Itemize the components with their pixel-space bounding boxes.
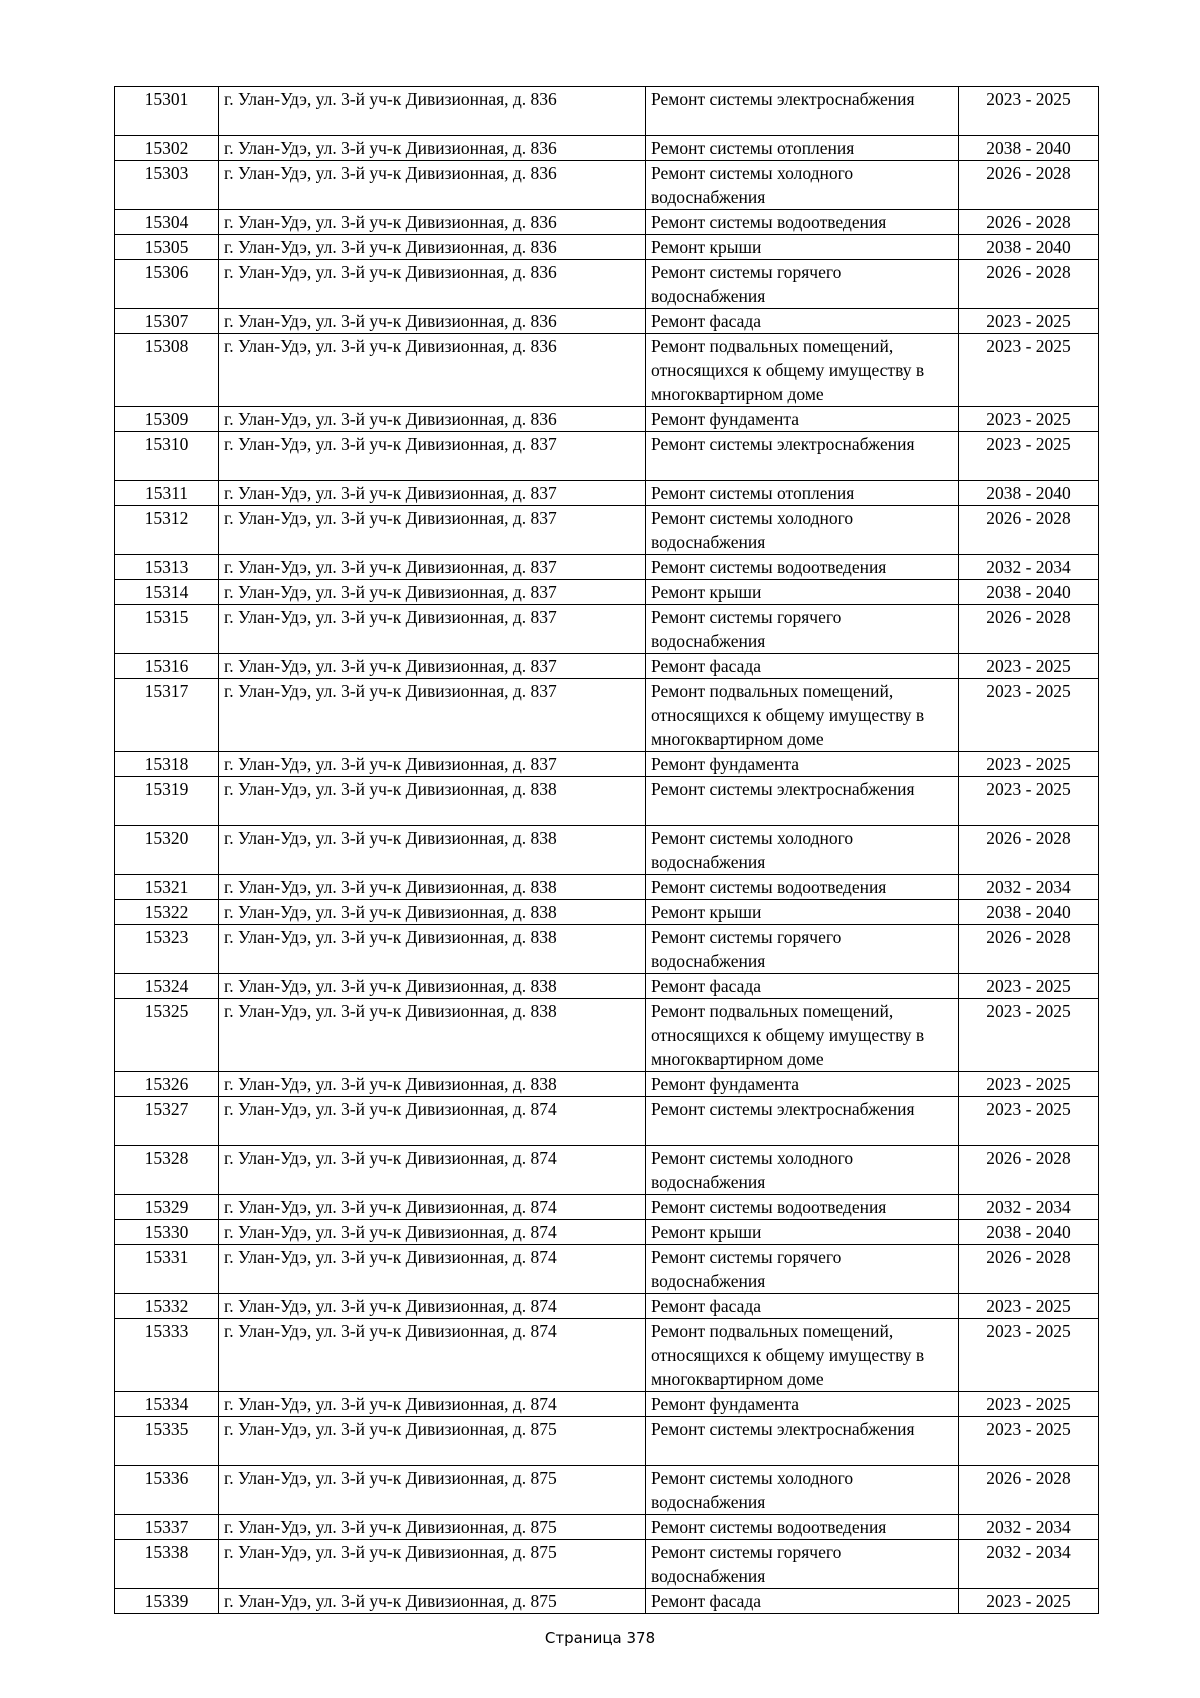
work-type-cell: Ремонт системы водоотведения xyxy=(646,210,959,235)
row-number-cell: 15312 xyxy=(115,506,219,555)
table-row xyxy=(115,1220,1099,1245)
address-cell: г. Улан-Удэ, ул. 3-й уч-к Дивизионная, д. 838 xyxy=(219,875,646,900)
period-cell: 2038 - 2040 xyxy=(959,1220,1099,1245)
row-number-cell: 15334 xyxy=(115,1392,219,1417)
table-row xyxy=(115,580,1099,605)
row-number-cell: 15330 xyxy=(115,1220,219,1245)
table-row xyxy=(115,235,1099,260)
period-cell: 2032 - 2034 xyxy=(959,875,1099,900)
row-number-cell: 15311 xyxy=(115,481,219,506)
work-type-cell: Ремонт системы электроснабжения xyxy=(646,1097,959,1146)
row-number-cell: 15304 xyxy=(115,210,219,235)
period-cell: 2026 - 2028 xyxy=(959,1245,1099,1294)
table-row xyxy=(115,875,1099,900)
table-row xyxy=(115,1392,1099,1417)
period-cell: 2023 - 2025 xyxy=(959,432,1099,481)
address-cell: г. Улан-Удэ, ул. 3-й уч-к Дивизионная, д. 838 xyxy=(219,925,646,974)
address-cell: г. Улан-Удэ, ул. 3-й уч-к Дивизионная, д. 874 xyxy=(219,1220,646,1245)
address-cell: г. Улан-Удэ, ул. 3-й уч-к Дивизионная, д. 836 xyxy=(219,87,646,136)
address-cell: г. Улан-Удэ, ул. 3-й уч-к Дивизионная, д. 837 xyxy=(219,580,646,605)
period-cell: 2038 - 2040 xyxy=(959,136,1099,161)
row-number-cell: 15326 xyxy=(115,1072,219,1097)
table-row xyxy=(115,1245,1099,1294)
page-number: Страница 378 xyxy=(544,1629,656,1647)
address-cell: г. Улан-Удэ, ул. 3-й уч-к Дивизионная, д. 875 xyxy=(219,1589,646,1614)
table-row xyxy=(115,1294,1099,1319)
work-type-cell: Ремонт системы холодного водоснабжения xyxy=(646,826,959,875)
row-number-cell: 15327 xyxy=(115,1097,219,1146)
address-cell: г. Улан-Удэ, ул. 3-й уч-к Дивизионная, д. 836 xyxy=(219,260,646,309)
row-number-cell: 15322 xyxy=(115,900,219,925)
row-number-cell: 15333 xyxy=(115,1319,219,1392)
address-cell: г. Улан-Удэ, ул. 3-й уч-к Дивизионная, д. 837 xyxy=(219,654,646,679)
work-type-cell: Ремонт фундамента xyxy=(646,1392,959,1417)
row-number-cell: 15319 xyxy=(115,777,219,826)
period-cell: 2026 - 2028 xyxy=(959,210,1099,235)
address-cell: г. Улан-Удэ, ул. 3-й уч-к Дивизионная, д. 874 xyxy=(219,1245,646,1294)
row-number-cell: 15331 xyxy=(115,1245,219,1294)
work-type-cell: Ремонт фасада xyxy=(646,974,959,999)
table-row xyxy=(115,605,1099,654)
table-row xyxy=(115,309,1099,334)
table-row xyxy=(115,136,1099,161)
work-type-cell: Ремонт системы водоотведения xyxy=(646,555,959,580)
table-row xyxy=(115,432,1099,481)
period-cell: 2026 - 2028 xyxy=(959,826,1099,875)
work-type-cell: Ремонт фасада xyxy=(646,1294,959,1319)
table-row xyxy=(115,260,1099,309)
row-number-cell: 15306 xyxy=(115,260,219,309)
table-row xyxy=(115,161,1099,210)
period-cell: 2023 - 2025 xyxy=(959,752,1099,777)
period-cell: 2026 - 2028 xyxy=(959,161,1099,210)
address-cell: г. Улан-Удэ, ул. 3-й уч-к Дивизионная, д. 874 xyxy=(219,1319,646,1392)
table-row xyxy=(115,334,1099,407)
table-row xyxy=(115,1515,1099,1540)
row-number-cell: 15339 xyxy=(115,1589,219,1614)
address-cell: г. Улан-Удэ, ул. 3-й уч-к Дивизионная, д. 874 xyxy=(219,1392,646,1417)
table-row xyxy=(115,654,1099,679)
work-type-cell: Ремонт системы отопления xyxy=(646,136,959,161)
work-type-cell: Ремонт крыши xyxy=(646,1220,959,1245)
row-number-cell: 15308 xyxy=(115,334,219,407)
table-row xyxy=(115,777,1099,826)
address-cell: г. Улан-Удэ, ул. 3-й уч-к Дивизионная, д. 836 xyxy=(219,334,646,407)
address-cell: г. Улан-Удэ, ул. 3-й уч-к Дивизионная, д. 838 xyxy=(219,777,646,826)
period-cell: 2023 - 2025 xyxy=(959,334,1099,407)
period-cell: 2023 - 2025 xyxy=(959,974,1099,999)
period-cell: 2038 - 2040 xyxy=(959,580,1099,605)
work-type-cell: Ремонт системы холодного водоснабжения xyxy=(646,1146,959,1195)
row-number-cell: 15337 xyxy=(115,1515,219,1540)
period-cell: 2026 - 2028 xyxy=(959,605,1099,654)
row-number-cell: 15332 xyxy=(115,1294,219,1319)
period-cell: 2023 - 2025 xyxy=(959,1392,1099,1417)
row-number-cell: 15318 xyxy=(115,752,219,777)
address-cell: г. Улан-Удэ, ул. 3-й уч-к Дивизионная, д. 837 xyxy=(219,679,646,752)
work-type-cell: Ремонт крыши xyxy=(646,235,959,260)
works-table xyxy=(114,86,1099,1614)
period-cell: 2026 - 2028 xyxy=(959,1146,1099,1195)
work-type-cell: Ремонт фасада xyxy=(646,1589,959,1614)
table-row xyxy=(115,506,1099,555)
table-row xyxy=(115,974,1099,999)
work-type-cell: Ремонт системы электроснабжения xyxy=(646,87,959,136)
address-cell: г. Улан-Удэ, ул. 3-й уч-к Дивизионная, д. 836 xyxy=(219,309,646,334)
row-number-cell: 15321 xyxy=(115,875,219,900)
address-cell: г. Улан-Удэ, ул. 3-й уч-к Дивизионная, д. 838 xyxy=(219,999,646,1072)
work-type-cell: Ремонт фундамента xyxy=(646,407,959,432)
table-body xyxy=(115,87,1099,1614)
period-cell: 2023 - 2025 xyxy=(959,1417,1099,1466)
table-row xyxy=(115,1146,1099,1195)
table-row xyxy=(115,1072,1099,1097)
address-cell: г. Улан-Удэ, ул. 3-й уч-к Дивизионная, д. 874 xyxy=(219,1146,646,1195)
work-type-cell: Ремонт фасада xyxy=(646,309,959,334)
address-cell: г. Улан-Удэ, ул. 3-й уч-к Дивизионная, д. 837 xyxy=(219,605,646,654)
table-row xyxy=(115,679,1099,752)
period-cell: 2038 - 2040 xyxy=(959,900,1099,925)
period-cell: 2023 - 2025 xyxy=(959,654,1099,679)
row-number-cell: 15316 xyxy=(115,654,219,679)
table-row xyxy=(115,1540,1099,1589)
period-cell: 2023 - 2025 xyxy=(959,999,1099,1072)
address-cell: г. Улан-Удэ, ул. 3-й уч-к Дивизионная, д. 836 xyxy=(219,235,646,260)
address-cell: г. Улан-Удэ, ул. 3-й уч-к Дивизионная, д. 874 xyxy=(219,1195,646,1220)
work-type-cell: Ремонт подвальных помещений, относящихся к общему имуществу в многоквартирном доме xyxy=(646,334,959,407)
address-cell: г. Улан-Удэ, ул. 3-й уч-к Дивизионная, д. 838 xyxy=(219,974,646,999)
period-cell: 2023 - 2025 xyxy=(959,679,1099,752)
address-cell: г. Улан-Удэ, ул. 3-й уч-к Дивизионная, д. 837 xyxy=(219,432,646,481)
table-row xyxy=(115,1589,1099,1614)
address-cell: г. Улан-Удэ, ул. 3-й уч-к Дивизионная, д. 875 xyxy=(219,1417,646,1466)
table-row xyxy=(115,87,1099,136)
address-cell: г. Улан-Удэ, ул. 3-й уч-к Дивизионная, д. 836 xyxy=(219,407,646,432)
row-number-cell: 15305 xyxy=(115,235,219,260)
address-cell: г. Улан-Удэ, ул. 3-й уч-к Дивизионная, д. 837 xyxy=(219,506,646,555)
table-row xyxy=(115,1466,1099,1515)
table-row xyxy=(115,555,1099,580)
work-type-cell: Ремонт фасада xyxy=(646,654,959,679)
work-type-cell: Ремонт системы электроснабжения xyxy=(646,432,959,481)
row-number-cell: 15336 xyxy=(115,1466,219,1515)
table-row xyxy=(115,1097,1099,1146)
row-number-cell: 15320 xyxy=(115,826,219,875)
work-type-cell: Ремонт фундамента xyxy=(646,1072,959,1097)
row-number-cell: 15325 xyxy=(115,999,219,1072)
work-type-cell: Ремонт системы электроснабжения xyxy=(646,777,959,826)
table-row xyxy=(115,1195,1099,1220)
work-type-cell: Ремонт системы водоотведения xyxy=(646,1195,959,1220)
address-cell: г. Улан-Удэ, ул. 3-й уч-к Дивизионная, д. 836 xyxy=(219,161,646,210)
period-cell: 2026 - 2028 xyxy=(959,506,1099,555)
period-cell: 2032 - 2034 xyxy=(959,1195,1099,1220)
period-cell: 2023 - 2025 xyxy=(959,309,1099,334)
work-type-cell: Ремонт системы горячего водоснабжения xyxy=(646,605,959,654)
row-number-cell: 15315 xyxy=(115,605,219,654)
work-type-cell: Ремонт системы горячего водоснабжения xyxy=(646,1245,959,1294)
work-type-cell: Ремонт подвальных помещений, относящихся к общему имуществу в многоквартирном доме xyxy=(646,999,959,1072)
period-cell: 2023 - 2025 xyxy=(959,1589,1099,1614)
work-type-cell: Ремонт фундамента xyxy=(646,752,959,777)
address-cell: г. Улан-Удэ, ул. 3-й уч-к Дивизионная, д. 837 xyxy=(219,481,646,506)
row-number-cell: 15323 xyxy=(115,925,219,974)
row-number-cell: 15317 xyxy=(115,679,219,752)
address-cell: г. Улан-Удэ, ул. 3-й уч-к Дивизионная, д. 875 xyxy=(219,1466,646,1515)
table-row xyxy=(115,1319,1099,1392)
row-number-cell: 15314 xyxy=(115,580,219,605)
table-row xyxy=(115,925,1099,974)
address-cell: г. Улан-Удэ, ул. 3-й уч-к Дивизионная, д. 837 xyxy=(219,555,646,580)
address-cell: г. Улан-Удэ, ул. 3-й уч-к Дивизионная, д. 874 xyxy=(219,1097,646,1146)
address-cell: г. Улан-Удэ, ул. 3-й уч-к Дивизионная, д. 875 xyxy=(219,1515,646,1540)
work-type-cell: Ремонт подвальных помещений, относящихся к общему имуществу в многоквартирном доме xyxy=(646,1319,959,1392)
row-number-cell: 15335 xyxy=(115,1417,219,1466)
row-number-cell: 15302 xyxy=(115,136,219,161)
row-number-cell: 15328 xyxy=(115,1146,219,1195)
work-type-cell: Ремонт системы горячего водоснабжения xyxy=(646,925,959,974)
address-cell: г. Улан-Удэ, ул. 3-й уч-к Дивизионная, д. 836 xyxy=(219,210,646,235)
period-cell: 2023 - 2025 xyxy=(959,87,1099,136)
period-cell: 2032 - 2034 xyxy=(959,555,1099,580)
period-cell: 2038 - 2040 xyxy=(959,235,1099,260)
row-number-cell: 15324 xyxy=(115,974,219,999)
period-cell: 2032 - 2034 xyxy=(959,1515,1099,1540)
period-cell: 2023 - 2025 xyxy=(959,777,1099,826)
row-number-cell: 15301 xyxy=(115,87,219,136)
address-cell: г. Улан-Удэ, ул. 3-й уч-к Дивизионная, д. 874 xyxy=(219,1294,646,1319)
work-type-cell: Ремонт подвальных помещений, относящихся к общему имуществу в многоквартирном доме xyxy=(646,679,959,752)
work-type-cell: Ремонт системы водоотведения xyxy=(646,875,959,900)
period-cell: 2023 - 2025 xyxy=(959,1072,1099,1097)
period-cell: 2023 - 2025 xyxy=(959,1319,1099,1392)
period-cell: 2038 - 2040 xyxy=(959,481,1099,506)
work-type-cell: Ремонт системы водоотведения xyxy=(646,1515,959,1540)
table-row xyxy=(115,1417,1099,1466)
address-cell: г. Улан-Удэ, ул. 3-й уч-к Дивизионная, д. 875 xyxy=(219,1540,646,1589)
row-number-cell: 15313 xyxy=(115,555,219,580)
row-number-cell: 15338 xyxy=(115,1540,219,1589)
address-cell: г. Улан-Удэ, ул. 3-й уч-к Дивизионная, д. 838 xyxy=(219,900,646,925)
address-cell: г. Улан-Удэ, ул. 3-й уч-к Дивизионная, д. 838 xyxy=(219,826,646,875)
row-number-cell: 15307 xyxy=(115,309,219,334)
work-type-cell: Ремонт системы холодного водоснабжения xyxy=(646,1466,959,1515)
table-row xyxy=(115,481,1099,506)
row-number-cell: 15309 xyxy=(115,407,219,432)
row-number-cell: 15310 xyxy=(115,432,219,481)
work-type-cell: Ремонт системы холодного водоснабжения xyxy=(646,161,959,210)
row-number-cell: 15329 xyxy=(115,1195,219,1220)
period-cell: 2032 - 2034 xyxy=(959,1540,1099,1589)
address-cell: г. Улан-Удэ, ул. 3-й уч-к Дивизионная, д. 836 xyxy=(219,136,646,161)
table-row xyxy=(115,752,1099,777)
address-cell: г. Улан-Удэ, ул. 3-й уч-к Дивизионная, д. 838 xyxy=(219,1072,646,1097)
work-type-cell: Ремонт крыши xyxy=(646,580,959,605)
table-row xyxy=(115,407,1099,432)
work-type-cell: Ремонт системы горячего водоснабжения xyxy=(646,1540,959,1589)
period-cell: 2026 - 2028 xyxy=(959,260,1099,309)
work-type-cell: Ремонт системы холодного водоснабжения xyxy=(646,506,959,555)
period-cell: 2026 - 2028 xyxy=(959,1466,1099,1515)
period-cell: 2023 - 2025 xyxy=(959,1097,1099,1146)
period-cell: 2023 - 2025 xyxy=(959,407,1099,432)
table-row xyxy=(115,826,1099,875)
period-cell: 2026 - 2028 xyxy=(959,925,1099,974)
work-type-cell: Ремонт крыши xyxy=(646,900,959,925)
table-row xyxy=(115,999,1099,1072)
row-number-cell: 15303 xyxy=(115,161,219,210)
table-row xyxy=(115,900,1099,925)
table-row xyxy=(115,210,1099,235)
address-cell: г. Улан-Удэ, ул. 3-й уч-к Дивизионная, д. 837 xyxy=(219,752,646,777)
period-cell: 2023 - 2025 xyxy=(959,1294,1099,1319)
work-type-cell: Ремонт системы электроснабжения xyxy=(646,1417,959,1466)
work-type-cell: Ремонт системы горячего водоснабжения xyxy=(646,260,959,309)
work-type-cell: Ремонт системы отопления xyxy=(646,481,959,506)
